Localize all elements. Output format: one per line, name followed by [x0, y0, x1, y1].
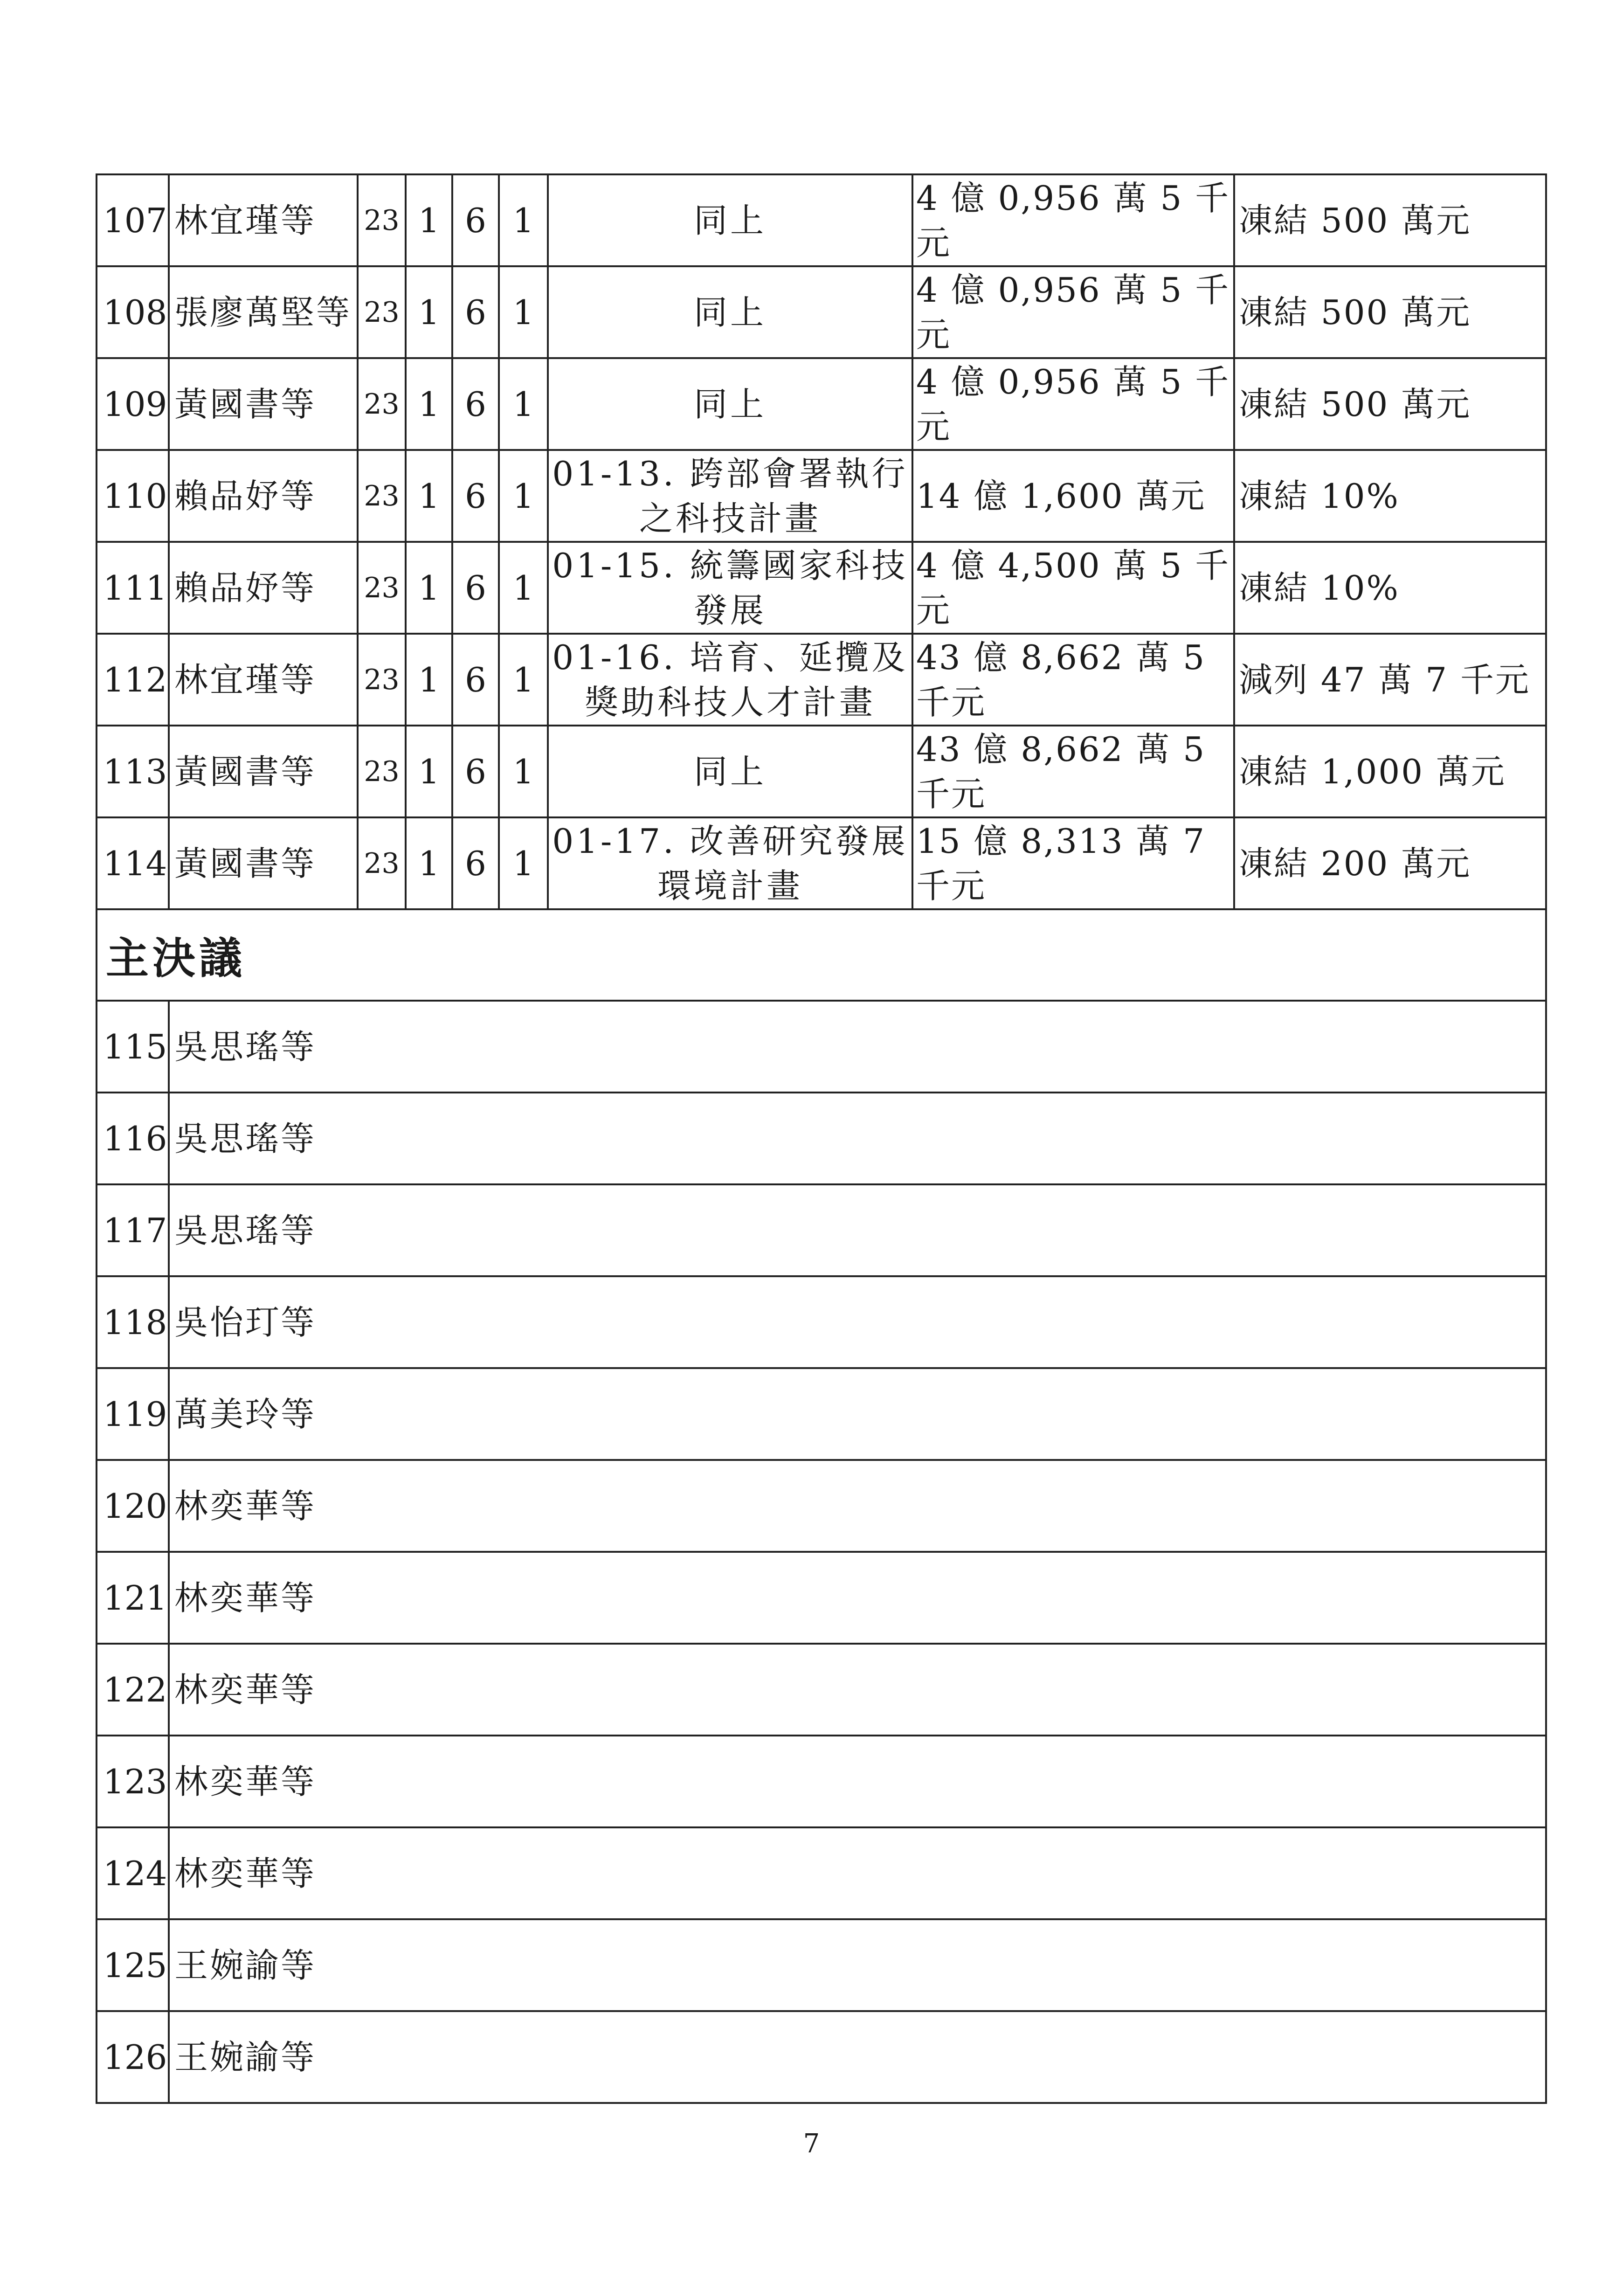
budget-item: 01-15. 統籌國家科技發展: [549, 543, 913, 633]
code-d: 1: [500, 451, 549, 541]
row-number: 126: [97, 2012, 170, 2102]
proposed-action: 凍結 10%: [1239, 568, 1400, 608]
proposed-action: 凍結 500 萬元: [1239, 384, 1471, 424]
code-a: 23: [359, 175, 407, 265]
budget-amount: 43 億 8,662 萬 5 千元: [913, 726, 1235, 816]
budget-item: 01-17. 改善研究發展環境計畫: [549, 818, 913, 908]
table-row: [97, 1369, 1545, 1461]
row-number: 109: [97, 359, 170, 449]
table-row: [97, 635, 1545, 726]
code-c: 6: [453, 635, 500, 725]
code-d: 1: [500, 818, 549, 908]
code-b: 1: [407, 726, 453, 816]
row-number: 107: [97, 175, 170, 265]
budget-amount: 4 億 4,500 萬 5 千元: [913, 543, 1235, 633]
row-number: 117: [97, 1185, 170, 1275]
row-number: 111: [97, 543, 170, 633]
proposer: 黃國書等: [170, 818, 359, 908]
code-a: 23: [359, 543, 407, 633]
page-number: 7: [803, 2129, 820, 2159]
row-number: 108: [97, 267, 170, 357]
row-number: 110: [97, 451, 170, 541]
table-row: [97, 1920, 1545, 2012]
proposer: 林奕華等: [174, 1578, 317, 1618]
code-b: 1: [407, 635, 453, 725]
table-row: [97, 267, 1545, 359]
code-a: 23: [359, 359, 407, 449]
proposer: 黃國書等: [170, 726, 359, 816]
code-d: 1: [500, 267, 549, 357]
row-number: 122: [97, 1645, 170, 1735]
row-number: 112: [97, 635, 170, 725]
code-d: 1: [500, 726, 549, 816]
proposed-action: 凍結 10%: [1239, 476, 1400, 516]
proposer: 吳思瑤等: [174, 1210, 317, 1250]
proposal-table: [96, 173, 1547, 2104]
table-row: [97, 1828, 1545, 1920]
proposer: 林宜瑾等: [170, 175, 359, 265]
budget-item: 01-13. 跨部會署執行之科技計畫: [549, 451, 913, 541]
section-header-row: [97, 910, 1545, 1002]
table-row: [97, 1002, 1545, 1093]
table-row: [97, 1553, 1545, 1645]
table-row: [97, 1185, 1545, 1277]
proposed-action: 凍結 500 萬元: [1239, 201, 1471, 240]
code-b: 1: [407, 359, 453, 449]
proposer: 王婉諭等: [174, 1945, 317, 1985]
budget-item: 同上: [549, 359, 913, 449]
table-row: [97, 359, 1545, 451]
code-b: 1: [407, 267, 453, 357]
budget-amount: 4 億 0,956 萬 5 千元: [913, 267, 1235, 357]
table-row: [97, 726, 1545, 818]
budget-item: 同上: [549, 267, 913, 357]
code-b: 1: [407, 543, 453, 633]
code-c: 6: [453, 726, 500, 816]
code-d: 1: [500, 359, 549, 449]
proposer: 吳怡玎等: [174, 1302, 317, 1342]
row-number: 119: [97, 1369, 170, 1459]
row-number: 114: [97, 818, 170, 908]
proposed-action: 凍結 200 萬元: [1239, 844, 1471, 883]
code-b: 1: [407, 175, 453, 265]
proposed-action: 凍結 1,000 萬元: [1239, 752, 1506, 791]
budget-amount: 15 億 8,313 萬 7 千元: [913, 818, 1235, 908]
table-row: [97, 1461, 1545, 1553]
table-row: [97, 1093, 1545, 1185]
table-row: [97, 2012, 1545, 2104]
proposer: 林奕華等: [174, 1486, 317, 1526]
proposed-action: 凍結 500 萬元: [1239, 292, 1471, 332]
row-number: 123: [97, 1736, 170, 1826]
code-b: 1: [407, 451, 453, 541]
proposer: 黃國書等: [170, 359, 359, 449]
row-number: 118: [97, 1277, 170, 1367]
code-a: 23: [359, 818, 407, 908]
proposer: 王婉諭等: [174, 2037, 317, 2077]
budget-amount: 4 億 0,956 萬 5 千元: [913, 175, 1235, 265]
proposer: 林奕華等: [174, 1670, 317, 1709]
table-row: [97, 1645, 1545, 1736]
row-number: 124: [97, 1828, 170, 1918]
code-c: 6: [453, 451, 500, 541]
code-a: 23: [359, 451, 407, 541]
table-row: [97, 1736, 1545, 1828]
budget-amount: 14 億 1,600 萬元: [913, 451, 1235, 541]
row-number: 113: [97, 726, 170, 816]
table-row: [97, 451, 1545, 543]
budget-amount: 4 億 0,956 萬 5 千元: [913, 359, 1235, 449]
row-number: 120: [97, 1461, 170, 1551]
table-row: [97, 818, 1545, 910]
code-d: 1: [500, 175, 549, 265]
proposed-action: 減列 47 萬 7 千元: [1239, 660, 1530, 699]
budget-item: 同上: [549, 175, 913, 265]
row-number: 125: [97, 1920, 170, 2010]
section-heading: 主決議: [106, 934, 246, 983]
code-c: 6: [453, 543, 500, 633]
table-row: [97, 1277, 1545, 1369]
proposer: 林奕華等: [174, 1762, 317, 1801]
code-a: 23: [359, 635, 407, 725]
budget-item: 01-16. 培育、延攬及獎助科技人才計畫: [549, 635, 913, 725]
proposer: 吳思瑤等: [174, 1119, 317, 1158]
proposer: 林宜瑾等: [170, 635, 359, 725]
code-c: 6: [453, 175, 500, 265]
row-number: 121: [97, 1553, 170, 1643]
row-number: 116: [97, 1093, 170, 1183]
proposer: 張廖萬堅等: [170, 267, 359, 357]
code-d: 1: [500, 543, 549, 633]
budget-item: 同上: [549, 726, 913, 816]
proposer: 賴品妤等: [170, 543, 359, 633]
code-c: 6: [453, 818, 500, 908]
code-c: 6: [453, 267, 500, 357]
table-row: [97, 543, 1545, 635]
code-d: 1: [500, 635, 549, 725]
budget-amount: 43 億 8,662 萬 5 千元: [913, 635, 1235, 725]
proposer: 萬美玲等: [174, 1394, 317, 1434]
row-number: 115: [97, 1002, 170, 1092]
code-a: 23: [359, 267, 407, 357]
table-row: [97, 175, 1545, 267]
code-c: 6: [453, 359, 500, 449]
code-b: 1: [407, 818, 453, 908]
proposer: 賴品妤等: [170, 451, 359, 541]
code-a: 23: [359, 726, 407, 816]
proposer: 吳思瑤等: [174, 1027, 317, 1066]
proposer: 林奕華等: [174, 1853, 317, 1893]
